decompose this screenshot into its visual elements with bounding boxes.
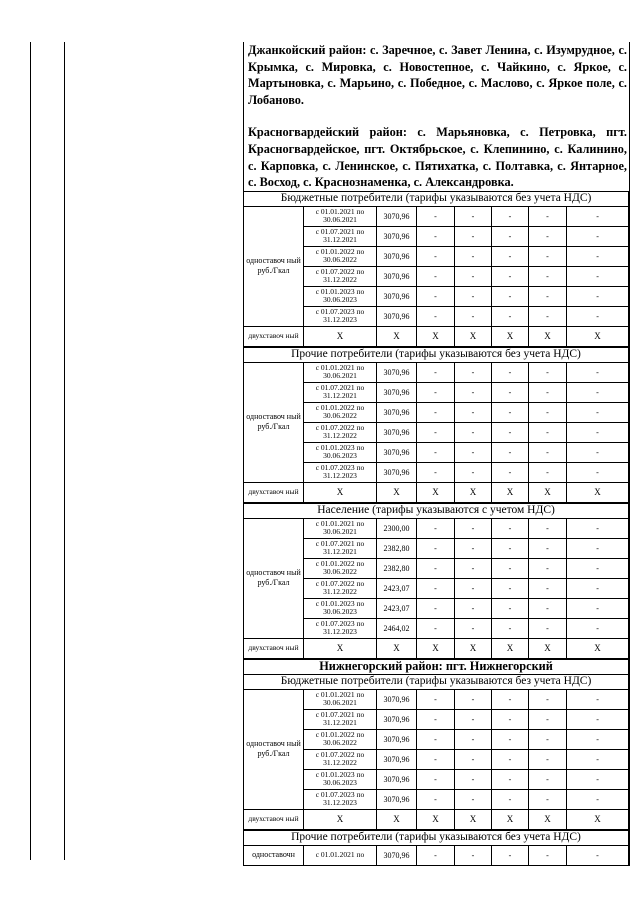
region-heading: Нижнегорский район: пгт. Нижнегорский — [244, 659, 629, 674]
empty-dash-cell: - — [567, 206, 629, 226]
period-cell: с 01.01.2021 по 30.06.2021 — [304, 689, 377, 709]
period-cell: с 01.07.2022 по 31.12.2022 — [304, 578, 377, 598]
empty-dash-cell: - — [417, 518, 455, 538]
period-cell: с 01.07.2023 по 31.12.2023 — [304, 306, 377, 326]
consumer-group-header: Прочие потребители (тарифы указываются без учета НДС) — [244, 347, 629, 362]
tariff-row — [244, 518, 629, 538]
empty-dash-cell: - — [529, 769, 567, 789]
two-rate-row — [244, 638, 629, 658]
not-applicable-cell: X — [492, 638, 529, 658]
empty-dash-cell: - — [417, 845, 455, 865]
tariff-table — [243, 503, 629, 659]
one-rate-label: одноставоч ный руб./Гкал — [244, 518, 304, 638]
empty-dash-cell: - — [567, 286, 629, 306]
empty-dash-cell: - — [417, 618, 455, 638]
empty-dash-cell: - — [492, 402, 529, 422]
two-rate-label: двухставоч ный — [244, 638, 304, 658]
empty-dash-cell: - — [492, 422, 529, 442]
not-applicable-cell: X — [304, 482, 377, 502]
one-rate-label: одноставоч ный руб./Гкал — [244, 362, 304, 482]
not-applicable-cell: X — [455, 638, 492, 658]
empty-dash-cell: - — [492, 362, 529, 382]
period-cell: с 01.01.2022 по 30.06.2022 — [304, 246, 377, 266]
consumer-group-header: Бюджетные потребители (тарифы указываются без учета НДС) — [244, 191, 629, 206]
empty-dash-cell: - — [492, 618, 529, 638]
tariff-value-cell: 2382,80 — [377, 558, 417, 578]
empty-dash-cell: - — [417, 306, 455, 326]
empty-dash-cell: - — [529, 789, 567, 809]
empty-dash-cell: - — [455, 749, 492, 769]
empty-dash-cell: - — [455, 578, 492, 598]
empty-dash-cell: - — [492, 578, 529, 598]
empty-dash-cell: - — [417, 598, 455, 618]
not-applicable-cell: X — [377, 326, 417, 346]
empty-dash-cell: - — [529, 226, 567, 246]
empty-dash-cell: - — [417, 769, 455, 789]
empty-dash-cell: - — [492, 266, 529, 286]
empty-dash-cell: - — [567, 578, 629, 598]
not-applicable-cell: X — [377, 638, 417, 658]
period-cell: с 01.01.2021 по 30.06.2021 — [304, 362, 377, 382]
empty-dash-cell: - — [492, 206, 529, 226]
empty-dash-cell: - — [567, 362, 629, 382]
not-applicable-cell: X — [492, 482, 529, 502]
not-applicable-cell: X — [377, 809, 417, 829]
period-cell: с 01.01.2023 по 30.06.2023 — [304, 598, 377, 618]
empty-dash-cell: - — [492, 769, 529, 789]
empty-dash-cell: - — [492, 789, 529, 809]
empty-dash-cell: - — [567, 749, 629, 769]
not-applicable-cell: X — [377, 482, 417, 502]
one-rate-label: одноставоч ный руб./Гкал — [244, 689, 304, 809]
not-applicable-cell: X — [529, 638, 567, 658]
consumer-group-header: Население (тарифы указываются с учетом НДС) — [244, 503, 629, 518]
period-cell: с 01.07.2023 по 31.12.2023 — [304, 789, 377, 809]
empty-dash-cell: - — [417, 789, 455, 809]
empty-dash-cell: - — [492, 558, 529, 578]
not-applicable-cell: X — [529, 326, 567, 346]
tariff-row — [244, 845, 629, 865]
period-cell: с 01.01.2023 по 30.06.2023 — [304, 286, 377, 306]
empty-dash-cell: - — [529, 382, 567, 402]
one-rate-label: одноставоч ный руб./Гкал — [244, 206, 304, 326]
tariff-value-cell: 3070,96 — [377, 789, 417, 809]
empty-dash-cell: - — [455, 442, 492, 462]
period-cell: с 01.07.2021 по 31.12.2021 — [304, 382, 377, 402]
empty-dash-cell: - — [567, 789, 629, 809]
not-applicable-cell: X — [567, 482, 629, 502]
not-applicable-cell: X — [417, 638, 455, 658]
empty-dash-cell: - — [417, 538, 455, 558]
not-applicable-cell: X — [304, 638, 377, 658]
empty-dash-cell: - — [567, 709, 629, 729]
tariff-row — [244, 206, 629, 226]
empty-dash-cell: - — [567, 462, 629, 482]
two-rate-row — [244, 482, 629, 502]
empty-dash-cell: - — [492, 749, 529, 769]
not-applicable-cell: X — [567, 326, 629, 346]
empty-dash-cell: - — [529, 306, 567, 326]
one-rate-label: одноставочн — [244, 845, 304, 865]
tariff-table — [243, 347, 629, 503]
empty-dash-cell: - — [529, 402, 567, 422]
two-rate-label: двухставоч ный — [244, 809, 304, 829]
empty-dash-cell: - — [417, 266, 455, 286]
tariff-value-cell: 2300,00 — [377, 518, 417, 538]
two-rate-row — [244, 809, 629, 829]
district-paragraph-krasnogvardeysky: Красногвардейский район: с. Марьяновка, с. Петровка, пгт. Красногвардейское, пгт. Октябрьское, с. Клепинино, с. Калинино, с. Карповка, с. Ленинское, с. Пятихатка, с. Полтавка, с. Янтарное, с. Восход, с. Краснознаменка, с. Александровка. — [248, 125, 627, 190]
tariff-row — [244, 689, 629, 709]
empty-dash-cell: - — [567, 402, 629, 422]
not-applicable-cell: X — [529, 809, 567, 829]
period-cell: с 01.07.2022 по 31.12.2022 — [304, 266, 377, 286]
tariff-value-cell: 3070,96 — [377, 442, 417, 462]
empty-dash-cell: - — [455, 382, 492, 402]
period-cell: с 01.01.2021 по 30.06.2021 — [304, 206, 377, 226]
empty-dash-cell: - — [529, 462, 567, 482]
empty-dash-cell: - — [529, 286, 567, 306]
not-applicable-cell: X — [304, 326, 377, 346]
period-cell: с 01.07.2022 по 31.12.2022 — [304, 422, 377, 442]
empty-dash-cell: - — [417, 226, 455, 246]
empty-dash-cell: - — [417, 578, 455, 598]
empty-dash-cell: - — [492, 382, 529, 402]
period-cell: с 01.01.2023 по 30.06.2023 — [304, 769, 377, 789]
empty-dash-cell: - — [529, 709, 567, 729]
period-cell: с 01.07.2022 по 31.12.2022 — [304, 749, 377, 769]
two-rate-label: двухставоч ный — [244, 482, 304, 502]
not-applicable-cell: X — [567, 809, 629, 829]
empty-dash-cell: - — [567, 246, 629, 266]
empty-dash-cell: - — [529, 538, 567, 558]
not-applicable-cell: X — [492, 809, 529, 829]
empty-dash-cell: - — [417, 382, 455, 402]
empty-dash-cell: - — [529, 206, 567, 226]
empty-dash-cell: - — [567, 422, 629, 442]
empty-dash-cell: - — [455, 286, 492, 306]
left-margin-line — [30, 42, 31, 860]
two-rate-row — [244, 326, 629, 346]
empty-dash-cell: - — [455, 266, 492, 286]
empty-dash-cell: - — [455, 422, 492, 442]
empty-dash-cell: - — [417, 286, 455, 306]
not-applicable-cell: X — [417, 326, 455, 346]
empty-dash-cell: - — [455, 306, 492, 326]
tariff-value-cell: 3070,96 — [377, 845, 417, 865]
empty-dash-cell: - — [417, 442, 455, 462]
tariff-value-cell: 3070,96 — [377, 306, 417, 326]
period-cell: с 01.01.2023 по 30.06.2023 — [304, 442, 377, 462]
empty-dash-cell: - — [417, 362, 455, 382]
period-cell: с 01.01.2022 по 30.06.2022 — [304, 558, 377, 578]
empty-dash-cell: - — [417, 402, 455, 422]
empty-dash-cell: - — [455, 538, 492, 558]
document-column — [243, 42, 630, 866]
empty-dash-cell: - — [455, 206, 492, 226]
not-applicable-cell: X — [417, 482, 455, 502]
tariff-table — [243, 659, 629, 830]
empty-dash-cell: - — [492, 462, 529, 482]
empty-dash-cell: - — [529, 246, 567, 266]
empty-dash-cell: - — [417, 558, 455, 578]
empty-dash-cell: - — [529, 729, 567, 749]
empty-dash-cell: - — [417, 749, 455, 769]
empty-dash-cell: - — [529, 442, 567, 462]
empty-dash-cell: - — [455, 769, 492, 789]
not-applicable-cell: X — [455, 326, 492, 346]
tariff-value-cell: 3070,96 — [377, 286, 417, 306]
empty-dash-cell: - — [529, 845, 567, 865]
empty-dash-cell: - — [417, 246, 455, 266]
empty-dash-cell: - — [529, 749, 567, 769]
two-rate-label: двухставоч ный — [244, 326, 304, 346]
empty-dash-cell: - — [529, 422, 567, 442]
tariff-value-cell: 3070,96 — [377, 226, 417, 246]
empty-dash-cell: - — [567, 226, 629, 246]
period-cell: с 01.01.2021 по 30.06.2021 — [304, 518, 377, 538]
tariff-value-cell: 3070,96 — [377, 362, 417, 382]
district-paragraph-dzhankoy: Джанкойский район: с. Заречное, с. Завет Ленина, с. Изумрудное, с. Крымка, с. Мировка, с. Новостепное, с. Чайкино, с. Яркое, с. Мартыновка, с. Марьино, с. Победное, с. Маслово, с. Яркое поле, с. Лобаново. — [248, 43, 627, 107]
empty-dash-cell: - — [567, 518, 629, 538]
empty-dash-cell: - — [492, 306, 529, 326]
empty-dash-cell: - — [567, 382, 629, 402]
empty-dash-cell: - — [567, 266, 629, 286]
tariff-value-cell: 2423,07 — [377, 578, 417, 598]
tariff-value-cell: 3070,96 — [377, 689, 417, 709]
tariff-value-cell: 2423,07 — [377, 598, 417, 618]
empty-dash-cell: - — [492, 246, 529, 266]
empty-dash-cell: - — [567, 845, 629, 865]
tariff-value-cell: 2382,80 — [377, 538, 417, 558]
empty-dash-cell: - — [529, 362, 567, 382]
empty-dash-cell: - — [455, 462, 492, 482]
empty-dash-cell: - — [492, 518, 529, 538]
empty-dash-cell: - — [492, 538, 529, 558]
empty-dash-cell: - — [567, 618, 629, 638]
empty-dash-cell: - — [567, 538, 629, 558]
tariff-value-cell: 3070,96 — [377, 462, 417, 482]
empty-dash-cell: - — [492, 226, 529, 246]
consumer-group-header: Бюджетные потребители (тарифы указываются без учета НДС) — [244, 674, 629, 689]
empty-dash-cell: - — [492, 689, 529, 709]
empty-dash-cell: - — [567, 598, 629, 618]
empty-dash-cell: - — [529, 518, 567, 538]
empty-dash-cell: - — [417, 422, 455, 442]
tariff-value-cell: 3070,96 — [377, 749, 417, 769]
empty-dash-cell: - — [567, 442, 629, 462]
empty-dash-cell: - — [529, 578, 567, 598]
period-cell: с 01.01.2021 по — [304, 845, 377, 865]
tariff-tables — [244, 191, 629, 866]
empty-dash-cell: - — [529, 598, 567, 618]
not-applicable-cell: X — [417, 809, 455, 829]
empty-dash-cell: - — [417, 206, 455, 226]
period-cell: с 01.01.2022 по 30.06.2022 — [304, 729, 377, 749]
empty-dash-cell: - — [455, 709, 492, 729]
empty-dash-cell: - — [567, 729, 629, 749]
tariff-value-cell: 3070,96 — [377, 382, 417, 402]
empty-dash-cell: - — [455, 362, 492, 382]
empty-dash-cell: - — [529, 266, 567, 286]
tariff-value-cell: 3070,96 — [377, 246, 417, 266]
empty-dash-cell: - — [567, 689, 629, 709]
empty-dash-cell: - — [455, 246, 492, 266]
empty-dash-cell: - — [492, 845, 529, 865]
empty-dash-cell: - — [417, 689, 455, 709]
period-cell: с 01.07.2023 по 31.12.2023 — [304, 618, 377, 638]
empty-dash-cell: - — [492, 709, 529, 729]
empty-dash-cell: - — [492, 598, 529, 618]
tariff-value-cell: 3070,96 — [377, 266, 417, 286]
empty-dash-cell: - — [455, 598, 492, 618]
tariff-table — [243, 830, 629, 866]
tariff-value-cell: 3070,96 — [377, 402, 417, 422]
empty-dash-cell: - — [567, 769, 629, 789]
period-cell: с 01.07.2021 по 31.12.2021 — [304, 709, 377, 729]
not-applicable-cell: X — [529, 482, 567, 502]
period-cell: с 01.07.2023 по 31.12.2023 — [304, 462, 377, 482]
empty-dash-cell: - — [455, 402, 492, 422]
empty-dash-cell: - — [567, 558, 629, 578]
period-cell: с 01.07.2021 по 31.12.2021 — [304, 226, 377, 246]
period-cell: с 01.01.2022 по 30.06.2022 — [304, 402, 377, 422]
empty-dash-cell: - — [567, 306, 629, 326]
consumer-group-header: Прочие потребители (тарифы указываются без учета НДС) — [244, 830, 629, 845]
empty-dash-cell: - — [529, 558, 567, 578]
not-applicable-cell: X — [455, 809, 492, 829]
tariff-value-cell: 2464,02 — [377, 618, 417, 638]
not-applicable-cell: X — [567, 638, 629, 658]
left-column-line — [64, 42, 65, 860]
empty-dash-cell: - — [417, 462, 455, 482]
not-applicable-cell: X — [304, 809, 377, 829]
empty-dash-cell: - — [455, 226, 492, 246]
tariff-value-cell: 3070,96 — [377, 729, 417, 749]
tariff-value-cell: 3070,96 — [377, 206, 417, 226]
empty-dash-cell: - — [455, 518, 492, 538]
tariff-row — [244, 362, 629, 382]
empty-dash-cell: - — [455, 729, 492, 749]
period-cell: с 01.07.2021 по 31.12.2021 — [304, 538, 377, 558]
not-applicable-cell: X — [492, 326, 529, 346]
tariff-value-cell: 3070,96 — [377, 422, 417, 442]
empty-dash-cell: - — [417, 729, 455, 749]
not-applicable-cell: X — [455, 482, 492, 502]
empty-dash-cell: - — [455, 618, 492, 638]
tariff-value-cell: 3070,96 — [377, 709, 417, 729]
empty-dash-cell: - — [455, 845, 492, 865]
empty-dash-cell: - — [417, 709, 455, 729]
tariff-value-cell: 3070,96 — [377, 769, 417, 789]
empty-dash-cell: - — [492, 286, 529, 306]
empty-dash-cell: - — [455, 789, 492, 809]
empty-dash-cell: - — [529, 618, 567, 638]
tariff-table — [243, 191, 629, 347]
empty-dash-cell: - — [492, 442, 529, 462]
empty-dash-cell: - — [529, 689, 567, 709]
empty-dash-cell: - — [455, 689, 492, 709]
empty-dash-cell: - — [455, 558, 492, 578]
empty-dash-cell: - — [492, 729, 529, 749]
